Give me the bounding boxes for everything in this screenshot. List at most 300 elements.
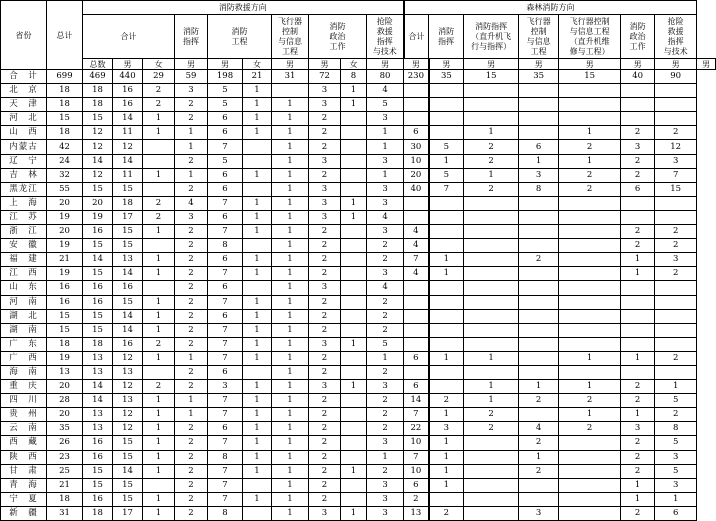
value-cell: 1 [243,253,272,267]
value-cell: 2 [309,478,341,492]
table-row [1,154,716,168]
value-cell [429,225,464,239]
value-cell: 1 [243,337,272,351]
value-cell: 42 [47,140,83,154]
value-cell: 59 [175,70,208,84]
value-cell: 3 [309,380,341,394]
value-cell [559,196,621,210]
value-cell: 12 [83,126,113,140]
value-cell: 2 [143,84,175,98]
province-cell: 福 建 [1,253,47,267]
value-cell: 1 [143,309,175,323]
header-forest-col: 飞行器 控制 与信息 工程 [519,15,559,59]
value-cell: 3 [309,98,341,112]
value-cell [519,267,559,281]
value-cell: 1 [272,408,309,422]
value-cell: 14 [83,380,113,394]
table-row [1,422,716,436]
value-cell: 16 [47,281,83,295]
value-cell [272,84,309,98]
value-cell: 2 [519,253,559,267]
value-cell: 1 [143,394,175,408]
value-cell [519,337,559,351]
value-cell: 2 [429,506,464,520]
value-cell: 15 [83,112,113,126]
value-cell [143,281,175,295]
value-cell [621,112,655,126]
value-cell [341,182,367,196]
value-cell: 3 [367,225,404,239]
value-cell: 12 [113,422,143,436]
value-cell: 7 [655,168,697,182]
header-gender: 男 [655,59,697,70]
value-cell: 18 [47,337,83,351]
value-cell [621,337,655,351]
value-cell: 15 [113,295,143,309]
header-gender: 男 [309,59,341,70]
value-cell: 7 [208,140,243,154]
value-cell: 2 [309,492,341,506]
value-cell: 7 [208,478,243,492]
value-cell: 1 [272,436,309,450]
value-cell: 2 [175,253,208,267]
value-cell [464,281,519,295]
value-cell: 3 [621,422,655,436]
value-cell: 2 [464,182,519,196]
value-cell: 2 [175,225,208,239]
table-row [1,225,716,239]
value-cell: 7 [404,450,429,464]
value-cell [404,365,429,379]
value-cell: 3 [655,154,697,168]
value-cell: 2 [309,267,341,281]
value-cell [429,337,464,351]
value-cell [243,478,272,492]
value-cell: 7 [208,337,243,351]
value-cell: 6 [208,281,243,295]
value-cell: 2 [655,126,697,140]
value-cell: 19 [47,351,83,365]
value-cell: 1 [143,464,175,478]
value-cell [559,210,621,224]
value-cell: 2 [367,295,404,309]
value-cell [519,323,559,337]
table-row [1,168,716,182]
value-cell [143,365,175,379]
value-cell [621,210,655,224]
value-cell: 1 [243,309,272,323]
value-cell: 2 [175,112,208,126]
value-cell: 7 [208,225,243,239]
value-cell: 18 [83,84,113,98]
value-cell: 12 [83,140,113,154]
value-cell: 2 [367,365,404,379]
value-cell: 20 [83,196,113,210]
value-cell [655,84,697,98]
value-cell: 1 [272,196,309,210]
value-cell [143,478,175,492]
value-cell: 2 [175,464,208,478]
value-cell: 12 [113,351,143,365]
value-cell [559,337,621,351]
value-cell: 18 [47,84,83,98]
value-cell: 1 [272,464,309,478]
table-row [1,380,716,394]
value-cell [464,267,519,281]
table-row [1,295,716,309]
value-cell: 15 [83,323,113,337]
value-cell: 1 [272,295,309,309]
value-cell: 13 [83,365,113,379]
value-cell: 1 [243,210,272,224]
table-row [1,196,716,210]
value-cell: 1 [655,492,697,506]
table-row [1,436,716,450]
value-cell: 1 [559,126,621,140]
value-cell: 3 [367,478,404,492]
value-cell: 6 [519,140,559,154]
value-cell: 4 [519,422,559,436]
value-cell [143,154,175,168]
value-cell [559,98,621,112]
value-cell: 1 [143,422,175,436]
value-cell: 1 [272,154,309,168]
value-cell: 1 [143,436,175,450]
value-cell: 13 [113,253,143,267]
value-cell: 3 [621,140,655,154]
value-cell: 2 [655,225,697,239]
value-cell: 2 [175,309,208,323]
province-cell: 河 南 [1,295,47,309]
value-cell: 1 [143,168,175,182]
value-cell [559,478,621,492]
value-cell: 10 [404,436,429,450]
province-cell: 陕 西 [1,450,47,464]
header-rescue-col: 合计 [83,15,175,59]
value-cell [559,492,621,506]
value-cell [404,98,429,112]
value-cell: 1 [272,168,309,182]
value-cell: 1 [621,267,655,281]
value-cell [519,309,559,323]
value-cell [559,239,621,253]
value-cell: 15 [113,492,143,506]
value-cell [464,365,519,379]
value-cell: 3 [367,112,404,126]
value-cell [404,281,429,295]
value-cell [655,365,697,379]
value-cell: 5 [429,168,464,182]
value-cell: 3 [175,84,208,98]
table-row [1,337,716,351]
value-cell [341,450,367,464]
value-cell: 13 [83,351,113,365]
value-cell [464,478,519,492]
value-cell: 2 [309,168,341,182]
value-cell [655,309,697,323]
value-cell [519,408,559,422]
value-cell: 15 [83,478,113,492]
province-cell: 山 西 [1,126,47,140]
value-cell: 7 [208,267,243,281]
value-cell [559,267,621,281]
value-cell: 1 [243,196,272,210]
value-cell: 2 [559,182,621,196]
value-cell: 2 [367,323,404,337]
header-forest-col: 合计 [404,15,429,59]
value-cell: 55 [47,182,83,196]
value-cell: 15 [83,464,113,478]
province-cell: 辽 宁 [1,154,47,168]
value-cell: 1 [272,323,309,337]
value-cell: 1 [243,168,272,182]
value-cell: 1 [143,295,175,309]
value-cell: 72 [309,70,341,84]
value-cell [341,112,367,126]
value-cell: 4 [404,267,429,281]
value-cell [519,365,559,379]
value-cell: 4 [404,225,429,239]
value-cell: 14 [404,394,429,408]
value-cell: 1 [175,394,208,408]
value-cell: 1 [464,394,519,408]
value-cell: 1 [143,126,175,140]
value-cell: 1 [655,380,697,394]
province-cell: 广 东 [1,337,47,351]
value-cell [464,506,519,520]
header-forest-col: 消防 指挥 [429,15,464,59]
value-cell: 30 [404,140,429,154]
value-cell: 15 [113,478,143,492]
value-cell: 11 [113,168,143,182]
value-cell: 2 [464,422,519,436]
value-cell: 3 [367,196,404,210]
value-cell [559,281,621,295]
value-cell [243,239,272,253]
value-cell [519,281,559,295]
value-cell: 31 [272,70,309,84]
value-cell: 2 [464,408,519,422]
value-cell: 1 [341,506,367,520]
value-cell [464,239,519,253]
value-cell: 2 [175,436,208,450]
value-cell [341,295,367,309]
value-cell [429,295,464,309]
value-cell [404,337,429,351]
value-cell [464,196,519,210]
value-cell: 19 [47,239,83,253]
province-cell: 新 疆 [1,506,47,520]
value-cell: 1 [272,140,309,154]
value-cell: 1 [367,168,404,182]
value-cell: 8 [341,70,367,84]
value-cell: 2 [309,225,341,239]
value-cell: 6 [208,365,243,379]
value-cell: 2 [309,239,341,253]
value-cell: 1 [143,492,175,506]
value-cell: 2 [367,394,404,408]
value-cell: 2 [309,450,341,464]
value-cell: 18 [83,506,113,520]
value-cell [243,281,272,295]
value-cell: 5 [655,436,697,450]
value-cell: 3 [309,84,341,98]
value-cell: 3 [367,492,404,506]
value-cell: 3 [175,210,208,224]
value-cell: 15 [113,436,143,450]
value-cell [655,323,697,337]
value-cell: 2 [175,337,208,351]
value-cell [243,140,272,154]
value-cell [559,450,621,464]
value-cell: 2 [621,126,655,140]
value-cell: 1 [519,450,559,464]
province-cell: 上 海 [1,196,47,210]
value-cell [341,253,367,267]
table-row [1,239,716,253]
value-cell: 2 [429,394,464,408]
value-cell [559,323,621,337]
header-forest-direction: 森林消防方向 [404,1,697,15]
value-cell: 1 [175,168,208,182]
value-cell: 1 [243,436,272,450]
value-cell: 1 [243,267,272,281]
value-cell: 2 [309,140,341,154]
value-cell: 29 [143,70,175,84]
value-cell: 2 [309,351,341,365]
value-cell [341,422,367,436]
value-cell: 2 [519,394,559,408]
value-cell: 1 [272,239,309,253]
value-cell: 1 [559,380,621,394]
value-cell: 1 [272,98,309,112]
value-cell: 1 [519,154,559,168]
value-cell: 7 [208,436,243,450]
value-cell [243,365,272,379]
value-cell: 2 [175,182,208,196]
value-cell: 15 [464,70,519,84]
value-cell: 1 [272,492,309,506]
value-cell: 1 [559,351,621,365]
table-row [1,182,716,196]
value-cell [341,168,367,182]
value-cell: 1 [341,337,367,351]
value-cell: 4 [367,84,404,98]
value-cell: 5 [208,98,243,112]
value-cell [464,295,519,309]
value-cell: 17 [113,210,143,224]
header-total: 总计 [47,1,83,70]
value-cell [464,84,519,98]
value-cell: 20 [47,408,83,422]
value-cell: 3 [429,422,464,436]
value-cell: 3 [309,210,341,224]
value-cell: 2 [519,464,559,478]
value-cell: 16 [113,84,143,98]
value-cell: 1 [243,98,272,112]
value-cell: 13 [47,365,83,379]
value-cell: 1 [519,380,559,394]
value-cell: 1 [175,140,208,154]
value-cell: 15 [47,112,83,126]
value-cell [143,239,175,253]
value-cell: 2 [367,309,404,323]
value-cell: 2 [655,267,697,281]
value-cell: 1 [429,450,464,464]
value-cell: 15 [655,182,697,196]
value-cell: 12 [113,140,143,154]
value-cell: 8 [655,422,697,436]
header-rescue-direction: 消防救援方向 [83,1,404,15]
value-cell [429,112,464,126]
value-cell: 2 [175,450,208,464]
value-cell [429,84,464,98]
province-cell: 山 东 [1,281,47,295]
value-cell: 1 [243,351,272,365]
table-row [1,84,716,98]
value-cell: 1 [272,351,309,365]
value-cell: 1 [367,126,404,140]
province-cell: 黑龙江 [1,182,47,196]
value-cell [621,98,655,112]
value-cell: 6 [208,126,243,140]
value-cell: 2 [309,323,341,337]
province-cell: 西 藏 [1,436,47,450]
header-gender: 女 [243,59,272,70]
value-cell [559,84,621,98]
value-cell: 1 [272,450,309,464]
value-cell [429,98,464,112]
value-cell: 6 [621,182,655,196]
value-cell: 3 [208,380,243,394]
value-cell: 1 [175,126,208,140]
value-cell: 2 [175,98,208,112]
value-cell: 6 [404,380,429,394]
value-cell [429,365,464,379]
value-cell: 2 [143,196,175,210]
value-cell: 13 [404,506,429,520]
value-cell: 7 [208,492,243,506]
header-gender: 总数 [83,59,113,70]
value-cell: 2 [309,394,341,408]
value-cell [404,84,429,98]
value-cell: 1 [143,450,175,464]
value-cell: 2 [309,408,341,422]
value-cell: 15 [47,323,83,337]
value-cell [655,112,697,126]
table-row [1,464,716,478]
value-cell: 6 [208,210,243,224]
value-cell: 1 [272,126,309,140]
value-cell [341,394,367,408]
value-cell: 1 [429,408,464,422]
header-gender: 男 [429,59,464,70]
value-cell: 3 [655,478,697,492]
value-cell: 1 [243,380,272,394]
header-gender: 男 [272,59,309,70]
value-cell: 15 [113,450,143,464]
table-row [1,281,716,295]
value-cell [429,126,464,140]
province-cell: 天 津 [1,98,47,112]
value-cell [519,98,559,112]
value-cell [429,323,464,337]
value-cell: 16 [83,436,113,450]
table-row [1,351,716,365]
value-cell [341,492,367,506]
header-gender: 女 [341,59,367,70]
value-cell: 3 [309,182,341,196]
